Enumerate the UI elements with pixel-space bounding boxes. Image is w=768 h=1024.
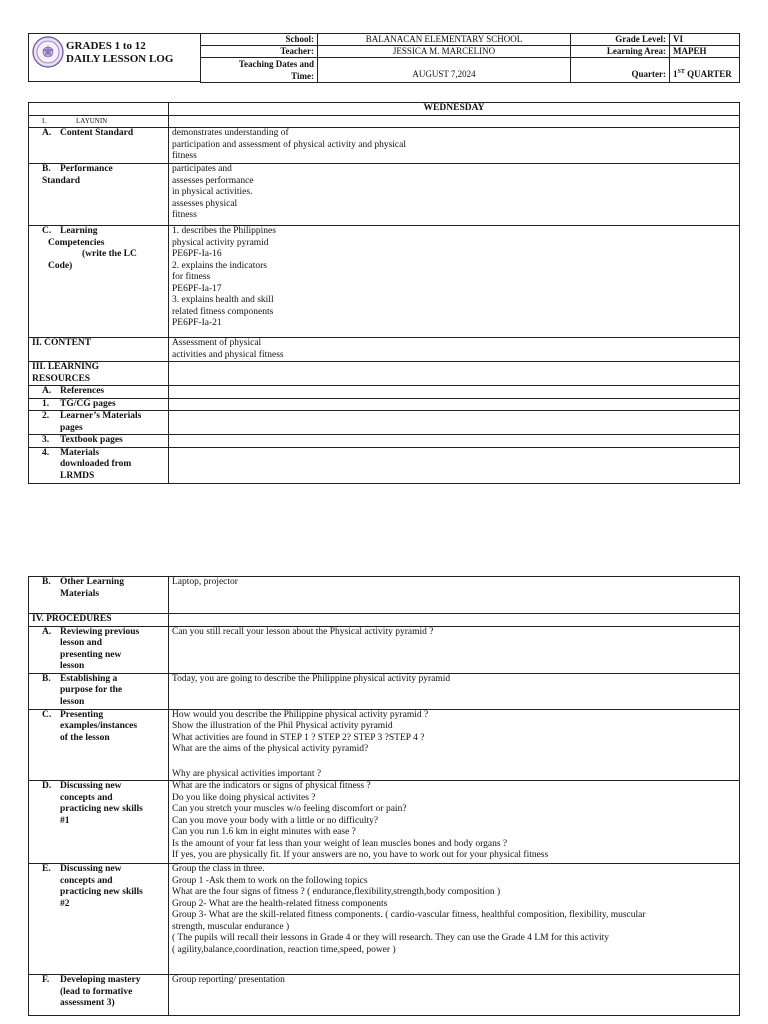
competency-line: physical activity pyramid [172,237,269,248]
quarter-text: QUARTER [684,69,732,79]
materials-downloaded-text-3: LRMDS [60,470,95,481]
tg-cg-label [29,398,169,411]
competency-line: related fitness components [172,306,274,317]
discussing-1-value [169,781,740,864]
content-standard-line: fitness [172,151,197,161]
discussing-1-label [29,781,169,864]
quarter-number: 1 [673,69,678,79]
textbook-text: Textbook pages [60,435,123,445]
teaching-dates-label-1: Teaching Dates and [238,59,314,69]
learning-competencies-key: C. [42,226,52,236]
discussing-1-text: #1 [60,815,70,826]
presenting-text: of the lesson [60,732,110,743]
grade-level-label: Grade Level: [571,34,670,46]
learners-materials-key: 2. [42,411,50,421]
materials-downloaded-text-2: downloaded from [60,459,132,469]
materials-downloaded-text-1: Materials [60,447,100,458]
learners-materials-text-2: pages [60,422,83,433]
developing-text: assessment 3) [60,998,115,1008]
discussing-1-key: D. [42,781,52,791]
reviewing-text: Reviewing previous [60,626,140,637]
lesson-table-1 [28,102,740,484]
performance-standard-line: participates and [172,164,232,174]
learning-competencies-label [29,226,169,338]
learning-competencies-text-3: (write the LC [82,249,137,259]
teacher-value: JESSICA M. MARCELINO [318,46,571,58]
performance-standard-key: B. [42,164,51,174]
discussing-1-line: Can you stretch your muscles w/o feeling discomfort or pain? [172,804,407,814]
reviewing-text: lesson [60,661,85,671]
reviewing-text: presenting new [60,649,122,660]
materials-downloaded-label [29,447,169,483]
materials-downloaded-value [169,447,740,483]
references-text: References [60,386,105,396]
teaching-dates-label-2: Time: [291,71,314,81]
establishing-key: B. [42,673,51,684]
discussing-2-line: strength, muscular endurance ) [172,921,290,932]
layunin-row-label [29,115,169,128]
reviewing-text: lesson and [60,638,102,648]
establishing-text: purpose for the [60,685,123,695]
competency-line: 2. explains the indicators [172,260,267,271]
title-line-1: GRADES 1 to 12 [66,40,146,52]
establishing-line: Today, you are going to describe the Philippine physical activity pyramid [172,673,451,684]
textbook-value [169,435,740,448]
other-materials-label [29,577,169,614]
procedures-label: IV. PROCEDURES [29,614,169,627]
content-value [169,338,740,362]
developing-value [169,975,740,1016]
discussing-2-key: E. [42,864,51,874]
other-materials-text-1: Other Learning [60,577,124,587]
presenting-key: C. [42,709,52,720]
reviewing-value [169,626,740,673]
content-standard-label [29,128,169,164]
discussing-1-text: concepts and [60,792,113,803]
establishing-text: lesson [60,696,85,707]
discussing-1-line: Is the amount of your fat less than your weight of lean muscles bones and body organs ? [172,838,508,849]
other-materials-text-2: Materials [60,588,100,599]
discussing-2-text: concepts and [60,875,113,886]
discussing-2-label [29,864,169,975]
competency-line: 3. explains health and skill [172,295,274,305]
developing-text: (lead to formative [60,986,133,997]
establishing-value [169,673,740,709]
establishing-text: Establishing a [60,673,118,684]
learning-resources-label [29,362,169,386]
other-materials-key: B. [42,577,51,587]
presenting-value [169,709,740,781]
discussing-2-line: Group 3- What are the skill-related fitness components. ( cardio-vascular fitness, healthful composition, flexibility, muscular [172,910,646,920]
layunin-label: LAYUNIN [76,116,108,125]
presenting-line: Show the illustration of the Phil Physical activity pyramid [172,721,393,731]
performance-standard-value [169,164,740,226]
school-value: BALANACAN ELEMENTARY SCHOOL [318,34,571,46]
content-standard-value [169,128,740,164]
quarter-label: Quarter: [571,58,670,83]
discussing-2-line: Group 1 -Ask them to work on the following topics [172,875,368,886]
school-label: School: [201,34,318,46]
presenting-label [29,709,169,781]
tg-cg-value [169,398,740,411]
performance-standard-text-1: Performance [60,164,113,174]
discussing-1-line: What are the indicators or signs of physical fitness ? [172,781,371,791]
competency-line: 1. describes the Philippines [172,226,276,236]
performance-standard-line: fitness [172,210,197,220]
textbook-label [29,435,169,448]
discussing-1-line: Do you like doing physical activites ? [172,792,316,803]
reviewing-line: Can you still recall your lesson about the Physical activity pyramid ? [172,626,434,637]
other-materials-value: Laptop, projector [169,577,740,614]
discussing-2-value [169,864,740,975]
learning-competencies-text-1: Learning [60,226,98,236]
tg-cg-key: 1. [42,398,50,409]
learning-resources-text-1: III. LEARNING [32,362,100,372]
discussing-2-line: What are the four signs of fitness ? ( endurance,flexibility,strength,body composition ) [172,887,501,897]
discussing-2-text: #2 [60,898,70,909]
learning-resources-text-2: RESOURCES [32,373,91,384]
textbook-key: 3. [42,435,50,445]
discussing-1-line: If yes, you are physically fit. If your answers are no, you have to work out for your physical fitness [172,850,549,860]
references-value [169,386,740,399]
tg-cg-text: TG/CG pages [60,398,116,409]
procedures-value [169,614,740,627]
discussing-2-line: Group the class in three. [172,864,265,874]
references-label [29,386,169,399]
performance-standard-line: assesses performance [172,175,254,186]
materials-downloaded-key: 4. [42,447,50,458]
learners-materials-text-1: Learner’s Materials [60,411,142,421]
day-header: WEDNESDAY [169,103,740,116]
discussing-2-line: Group 2- What are the health-related fitness components [172,898,388,909]
blank-header-cell [29,103,169,116]
grade-level-value: VI [670,34,740,46]
content-line: Assessment of physical [172,338,262,348]
presenting-line: What are the aims of the physical activity pyramid? [172,744,369,754]
lesson-table-2 [28,576,740,1016]
content-standard-text: Content Standard [60,128,134,138]
developing-text: Developing mastery [60,975,141,985]
learners-materials-value [169,411,740,435]
performance-standard-line: assesses physical [172,198,238,209]
competency-line: PE6PF-Ia-17 [172,283,222,294]
competency-line: PE6PF-Ia-21 [172,318,222,328]
establishing-label [29,673,169,709]
presenting-text: Presenting [60,709,104,720]
title-line-2: DAILY LESSON LOG [66,53,174,65]
quarter-value [670,58,740,83]
content-line: activities and physical fitness [172,349,284,360]
performance-standard-label [29,164,169,226]
discussing-2-line: ( The pupils will recall their lessons in Grade 4 or they will research. They can use the Grade 4 LM for this activity [172,933,610,943]
presenting-line: What activities are found in STEP 1 ? STEP 2? STEP 3 ?STEP 4 ? [172,732,425,743]
presenting-text: examples/instances [60,721,138,731]
discussing-2-line: ( agility,balance,coordination, reaction time,speed, power ) [172,944,396,955]
discussing-1-line: Can you move your body with a little or no difficulty? [172,815,379,826]
competency-line: for fitness [172,272,211,282]
teaching-dates-value: AUGUST 7,2024 [318,58,571,83]
reviewing-key: A. [42,626,52,637]
learning-area-label: Learning Area: [571,46,670,58]
discussing-2-text: practicing new skills [60,887,143,897]
header-info-table [200,33,740,83]
discussing-1-text: practicing new skills [60,804,143,814]
discussing-2-text: Discussing new [60,864,122,874]
competency-line: PE6PF-Ia-16 [172,249,222,259]
content-standard-key: A. [42,128,52,138]
presenting-line [172,756,736,769]
developing-key: F. [42,975,50,985]
learning-competencies-text-4: Code) [48,260,73,271]
learning-competencies-value [169,226,740,338]
discussing-1-line: Can you run 1.6 km in eight minutes with ease ? [172,827,356,837]
teaching-dates-label [201,58,318,83]
content-standard-line: demonstrates understanding of [172,128,289,138]
deped-seal-icon [32,36,64,68]
presenting-line: Why are physical activities important ? [172,768,322,779]
discussing-1-text: Discussing new [60,781,122,791]
learning-resources-value [169,362,740,386]
layunin-num: I. [42,116,47,125]
learning-competencies-text-2: Competencies [48,237,105,248]
developing-label [29,975,169,1016]
page-title [66,40,173,66]
developing-line: Group reporting/ presentation [172,975,285,985]
reviewing-label [29,626,169,673]
performance-standard-line: in physical activities. [172,187,253,197]
learning-area-value: MAPEH [670,46,740,58]
learners-materials-label [29,411,169,435]
references-key: A. [42,386,52,396]
layunin-value [169,115,740,128]
content-label: II. CONTENT [29,338,169,362]
performance-standard-text-2: Standard [42,175,81,186]
presenting-line: How would you describe the Philippine physical activity pyramid ? [172,709,429,720]
teacher-label: Teacher: [201,46,318,58]
content-standard-line: participation and assessment of physical activity and physical [172,139,407,150]
quarter-ordinal: ST [677,69,685,75]
